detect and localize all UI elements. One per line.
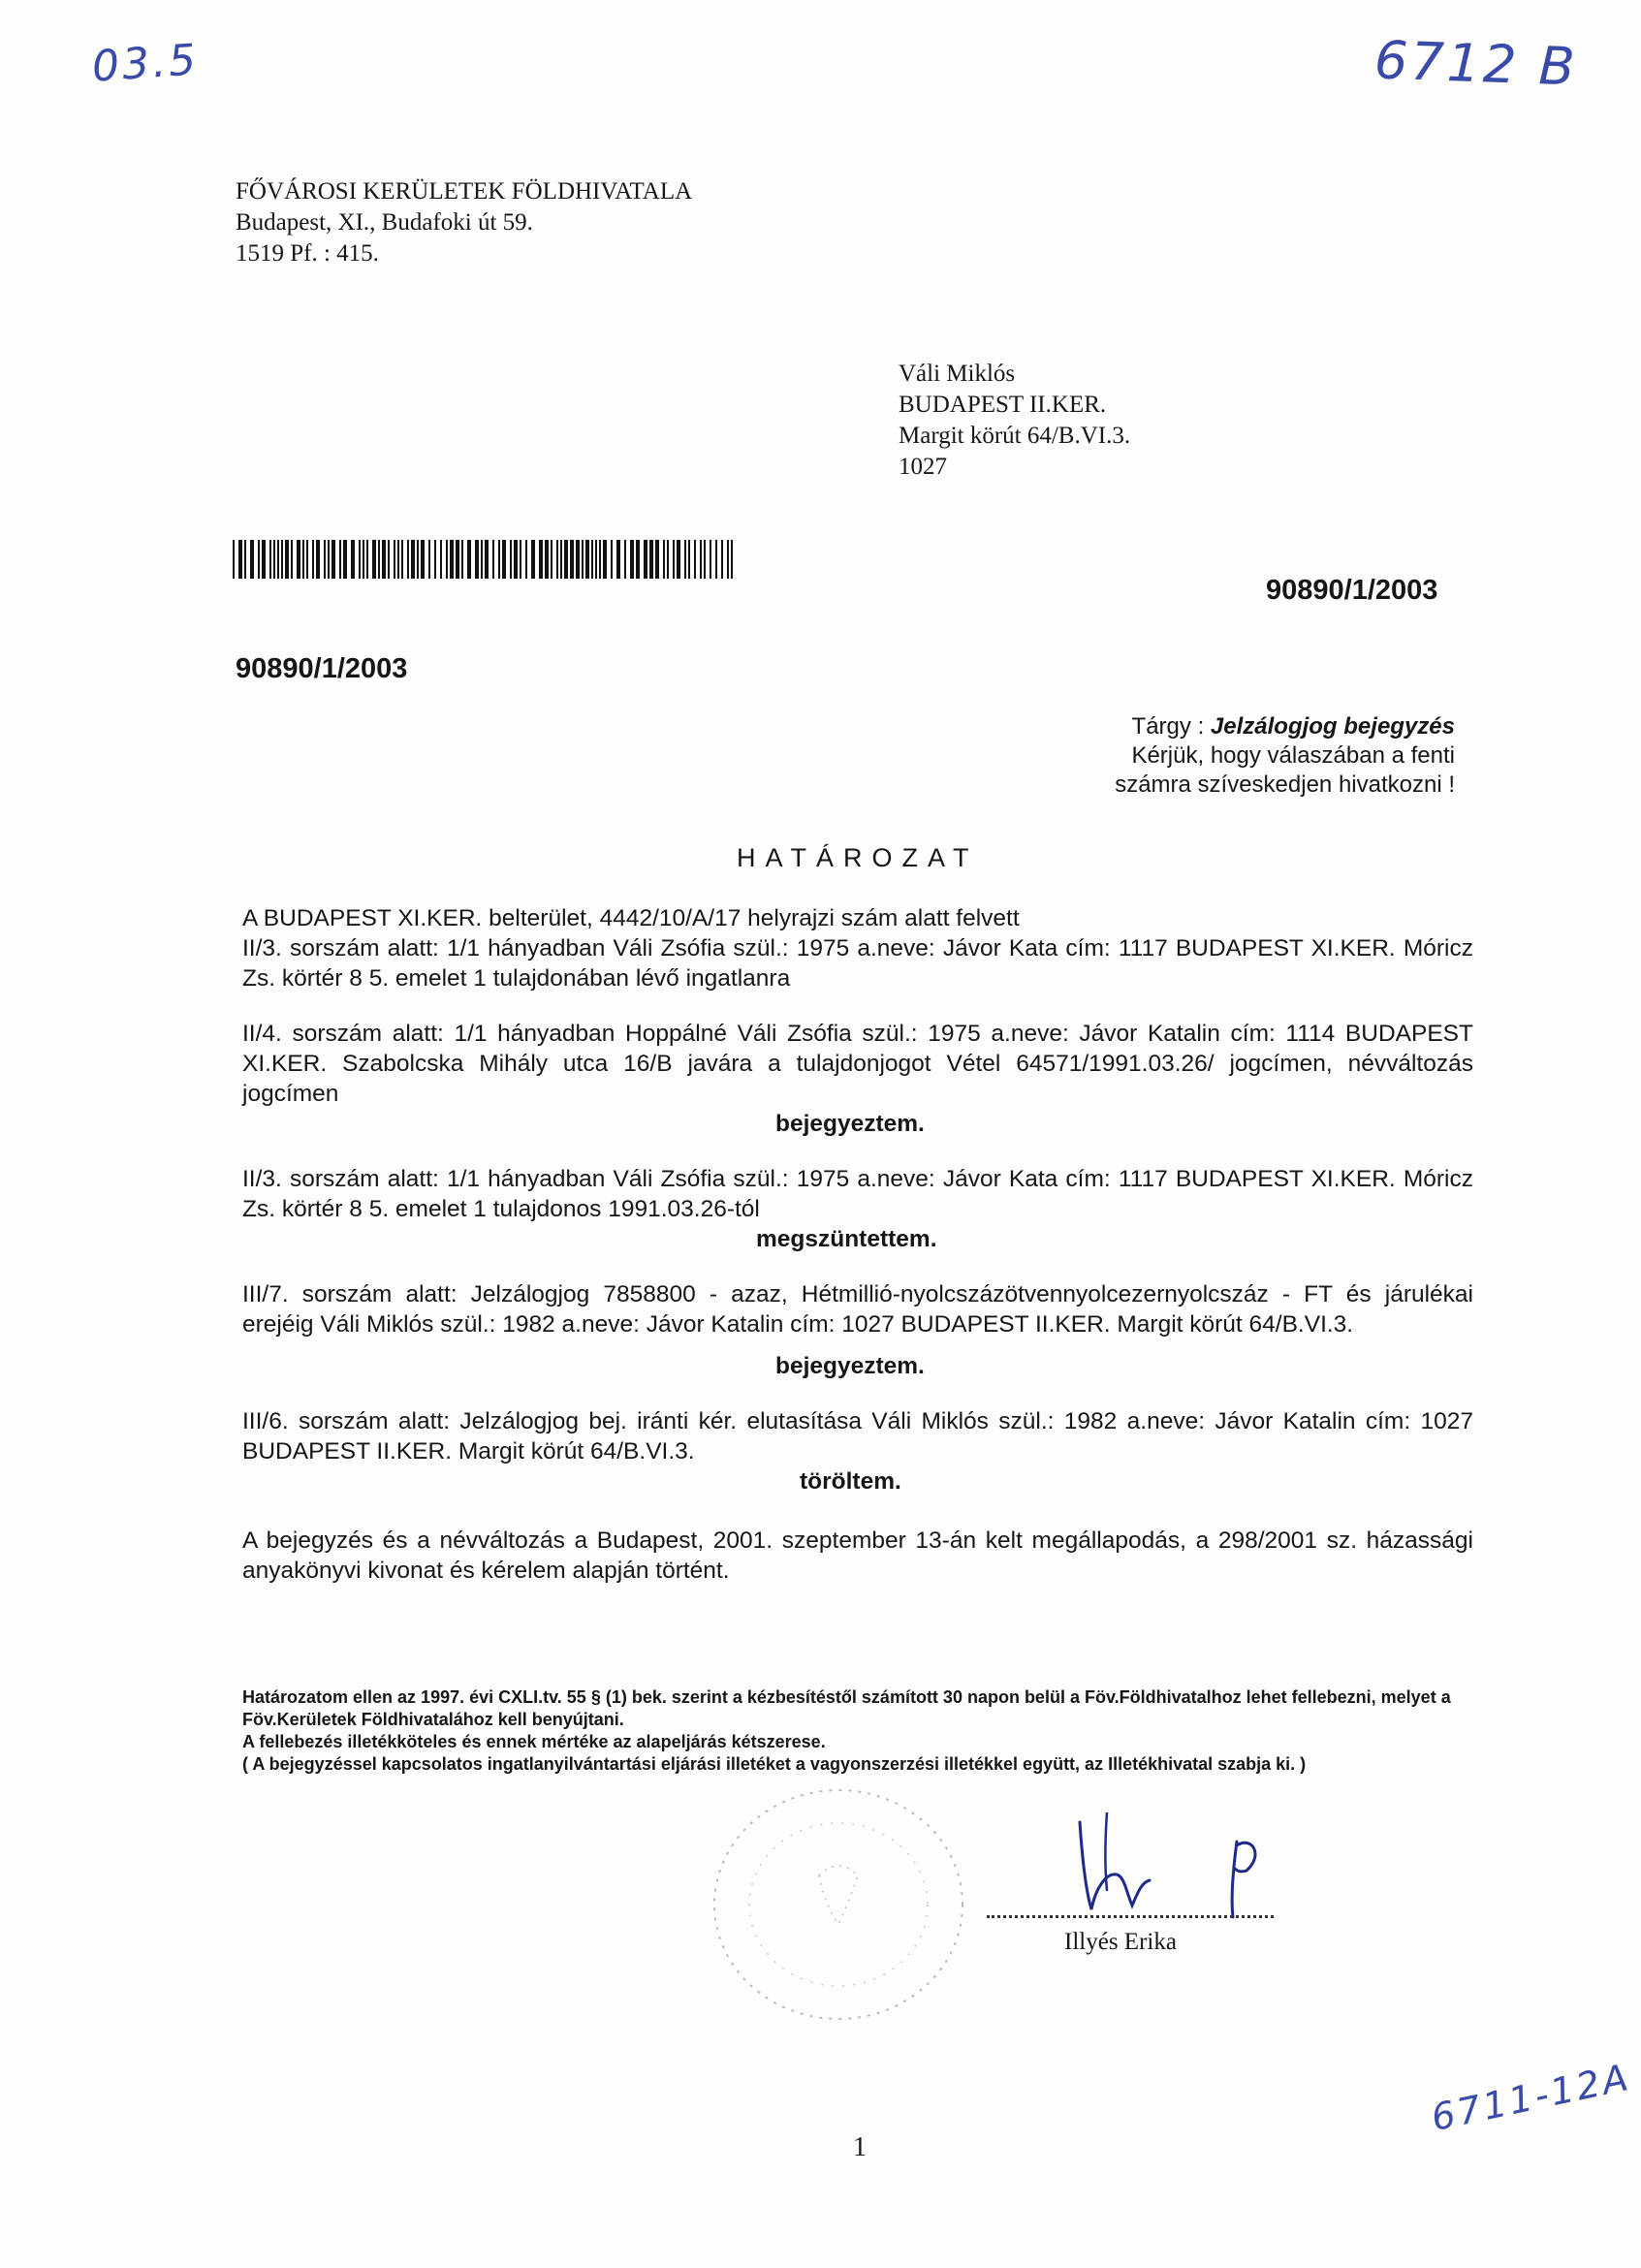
recipient-block — [899, 359, 1130, 483]
reference-number-right: 90890/1/2003 — [1266, 575, 1438, 606]
entry-paragraph: III/7. sorszám alatt: Jelzálogjog 7858800 - azaz, Hétmillió-nyolcszázötvennyolcezernyolcszáz - FT és járulékai erejéig Váli Miklós szül.: 1982 a.neve: Jávor Katalin cím: 1027 BUDAPEST II.KER. Margit körút 64/B.VI.3. — [242, 1281, 1473, 1338]
appeal-line: A fellebezés illetékköteles és ennek mértéke az alapeljárás kétszerese. — [242, 1732, 826, 1751]
entry-verb: töröltem. — [800, 1468, 901, 1495]
subject-value: Jelzálogjog bejegyzés — [1210, 713, 1455, 740]
intro-line1: A BUDAPEST XI.KER. belterület, 4442/10/A/17 helyrajzi szám alatt felvett — [242, 905, 1020, 931]
entry-verb: megszüntettem. — [756, 1226, 937, 1252]
entry-paragraph: II/3. sorszám alatt: 1/1 hányadban Váli Zsófia szül.: 1975 a.neve: Jávor Kata cím: 1117 BUDAPEST XI.KER. Móricz Zs. körtér 8 5. emelet 1 tulajdonos 1991.03.26-tól — [242, 1166, 1473, 1222]
appeal-line: ( A bejegyzéssel kapcsolatos ingatlanyilvántartási eljárási illetéket a vagyonszerzési illetékkel együtt, az Illetékhivatal szabja ki. ) — [242, 1754, 1307, 1774]
sender-po-box: 1519 Pf. : 415. — [236, 240, 379, 267]
entry-paragraph: III/6. sorszám alatt: Jelzálogjog bej. iránti kér. elutasítása Váli Miklós szül.: 1982 a.neve: Jávor Katalin cím: 1027 BUDAPEST II.KER. Margit körút 64/B.VI.3. — [242, 1408, 1473, 1465]
reference-number-left: 90890/1/2003 — [236, 653, 408, 684]
handwritten-note-bottom-right: 6711-12A — [1427, 2055, 1635, 2140]
subject-label: Tárgy : — [1131, 713, 1205, 740]
entry-verb: bejegyeztem. — [775, 1111, 925, 1137]
sender-block — [236, 176, 692, 269]
intro-line2: II/3. sorszám alatt: 1/1 hányadban Váli Zsófia szül.: 1975 a.neve: Jávor Kata cím: 1117 BUDAPEST XI.KER. Móricz Zs. körtér 8 5. emelet 1 tulajdonában lévő ingatlanra — [242, 935, 1473, 992]
official-stamp — [693, 1769, 984, 2040]
handwritten-note-top-left: 03.5 — [90, 35, 201, 92]
page-number: 1 — [853, 2132, 867, 2162]
document-title: HATÁROZAT — [737, 843, 979, 872]
decision-body — [242, 903, 1473, 1586]
recipient-street: Margit körút 64/B.VI.3. — [899, 423, 1131, 449]
subject-note-line1: Kérjük, hogy válaszában a fenti — [1131, 742, 1455, 769]
recipient-city: BUDAPEST II.KER. — [899, 392, 1107, 418]
appeal-notice — [242, 1686, 1475, 1776]
appeal-line: Határozatom ellen az 1997. évi CXLI.tv. 55 § (1) bek. szerint a kézbesítéstől számított 30 napon belül a Föv.Földhivatalhoz lehet fellebezni, melyet a Föv.Kerületek Földhivatalához kell benyújtani. — [242, 1687, 1451, 1729]
recipient-name: Váli Miklós — [899, 361, 1016, 387]
signature-line — [987, 1915, 1274, 1918]
entry-paragraph: II/4. sorszám alatt: 1/1 hányadban Hoppálné Váli Zsófia szül.: 1975 a.neve: Jávor Katalin cím: 1114 BUDAPEST XI.KER. Szabolcska Mihály utca 16/B javára a tulajdonjogot Vétel 64571/1991.03.26/ jogcímen, névváltozás jogcímen — [242, 1021, 1473, 1107]
signatory-name: Illyés Erika — [1064, 1929, 1177, 1955]
sender-address: Budapest, XI., Budafoki út 59. — [236, 209, 533, 236]
subject-line — [1115, 712, 1455, 741]
recipient-postcode: 1027 — [899, 454, 947, 480]
signature — [1066, 1812, 1279, 1919]
subject-block — [1115, 712, 1455, 800]
closing-paragraph: A bejegyzés és a névváltozás a Budapest, 2001. szeptember 13-án kelt megállapodás, a 298/2001 sz. házassági anyakönyvi kivonat és kérelem alapján történt. — [242, 1528, 1473, 1584]
barcode — [233, 540, 739, 579]
subject-note-line2: számra szíveskedjen hivatkozni ! — [1115, 772, 1455, 798]
sender-name: FŐVÁROSI KERÜLETEK FÖLDHIVATALA — [236, 178, 693, 205]
entry-verb: bejegyeztem. — [775, 1353, 925, 1379]
handwritten-note-top-right: 6712 B — [1373, 29, 1579, 98]
